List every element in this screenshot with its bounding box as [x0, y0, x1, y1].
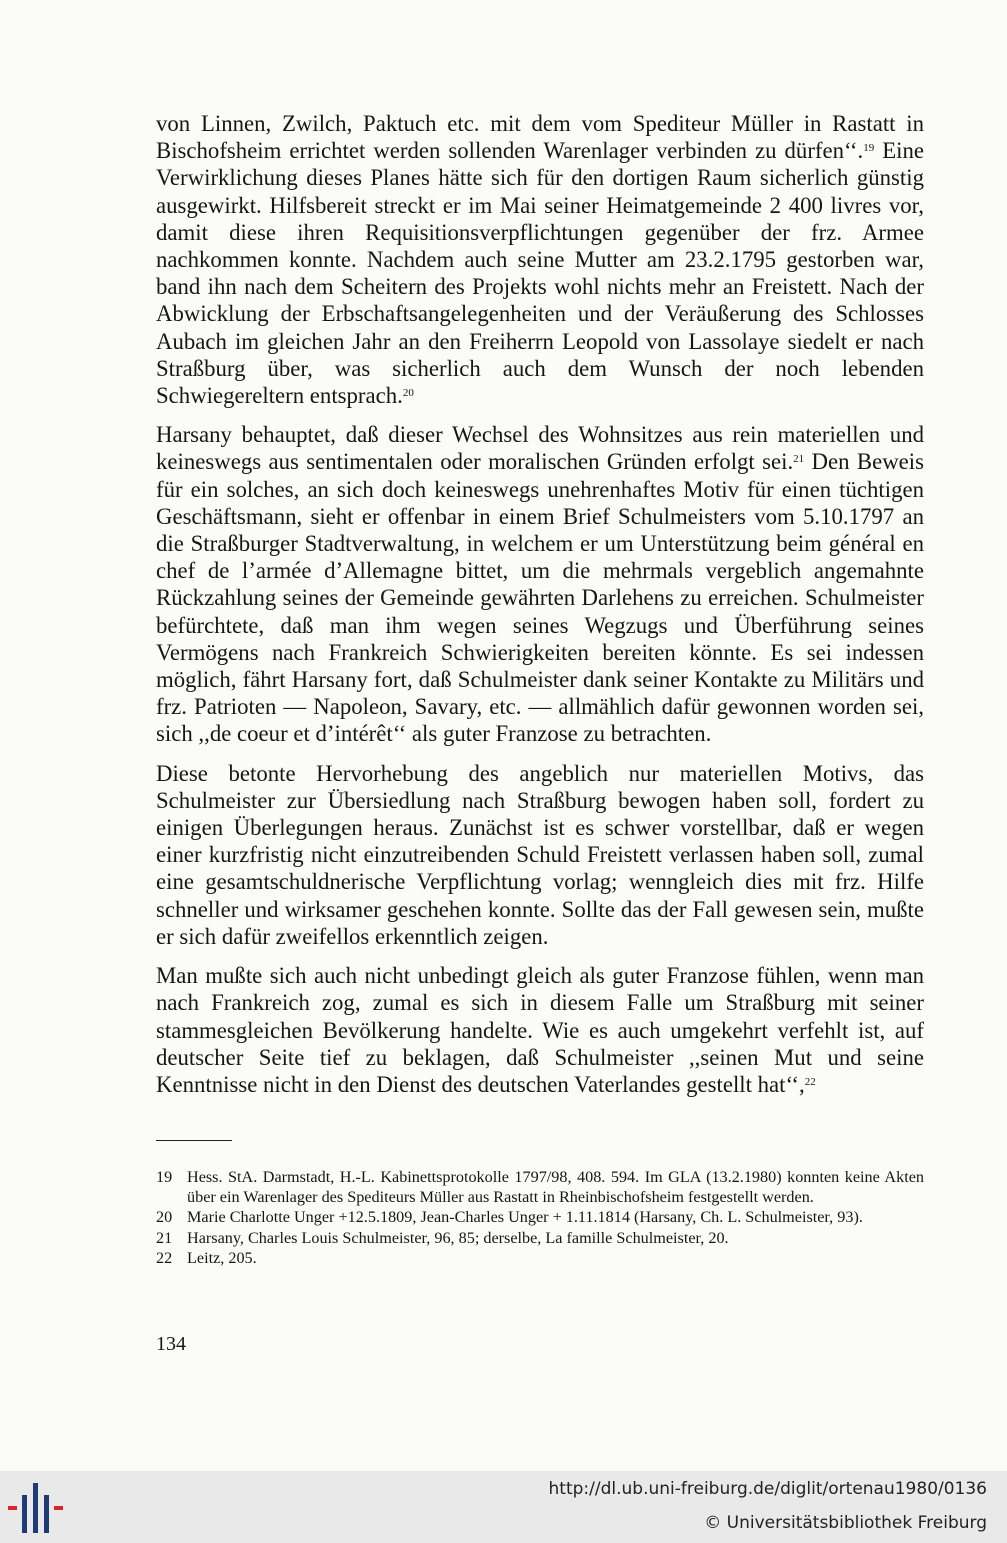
footnote-ref-19: 19 [863, 142, 875, 155]
footnote-number: 20 [156, 1208, 173, 1227]
paragraph-4-text: Man mußte sich auch nicht unbedingt gleich als guter Franzose fühlen, wenn man nach Frankreich zog, zumal es sich in diesem Falle um Straßburg mit seiner stammesgleichen Bevölkerung handelte. Wie es auch umgekehrt verfehlt ist, auf deutscher Seite tief zu beklagen, daß Schulmeister ,,seinen Mut und seine Kenntnisse nicht in den Dienst des deutschen Vaterlandes gestellt hat‘‘, [156, 963, 924, 1097]
footnote-text: Harsany, Charles Louis Schulmeister, 96, 85; derselbe, La famille Schulmeister, 20. [187, 1228, 729, 1247]
footnote-19 [156, 1167, 924, 1207]
footnote-text: Leitz, 205. [187, 1248, 257, 1267]
copyright-notice: © Universitätsbibliothek Freiburg [704, 1513, 987, 1533]
paragraph-3-text: Diese betonte Hervorhebung des angeblich nur materiellen Motivs, das Schulmeister zur Übersiedlung nach Straßburg bewogen haben soll, fordert zu einigen Überlegungen heraus. Zunächst ist es schwer vorstellbar, daß er wegen einer kurzfristig nicht einzutreibenden Schuld Freistett verlassen haben soll, zumal eine gesamtschuldnerische Verpflichtung vorlag; wenngleich dies mit frz. Hilfe schneller und wirksamer geschehen konnte. Sollte das der Fall gewesen sein, mußte er sich dafür zweifellos erkenntlich zeigen. [156, 760, 924, 949]
paragraph-2 [156, 421, 924, 747]
footnote-separator [156, 1140, 232, 1141]
paragraph-2-text-cont: Den Beweis für ein solches, an sich doch keineswegs unehrenhaftes Motiv für einen tüchtigen Geschäftsmann, sieht er offenbar in einem Brief Schulmeisters vom 5.10.1797 an die Straßburger Stadtverwaltung, in welchem er um Unterstützung beim général en chef de l’armée d’Allemagne bittet, um die mehrmals vergeblich angemahnte Rückzahlung seines der Gemeinde gewährten Darlehens zu erreichen. Schulmeister befürchtete, daß man ihm wegen seines Wegzugs und Überführung seines Vermögens nach Frankreich Schwierigkeiten bereiten könnte. Es sei indessen möglich, fährt Harsany fort, daß Schulmeister dank seiner Kontakte zu Militärs und frz. Patrioten — Napoleon, Savary, etc. — allmählich dafür gewonnen worden sei, sich ,,de coeur et d’intérêt‘‘ als guter Franzose zu betrachten. [156, 449, 924, 747]
viewer-footer [0, 1471, 1007, 1543]
footnotes [156, 1167, 924, 1268]
footnote-ref-20: 20 [402, 386, 414, 399]
paragraph-2-text: Harsany behauptet, daß dieser Wechsel des Wohnsitzes aus rein materiellen und keineswegs aus sentimentalen oder moralischen Gründen erfolgt sei. [156, 422, 924, 475]
footnote-text: Marie Charlotte Unger +12.5.1809, Jean-Charles Unger + 1.11.1814 (Harsany, Ch. L. Schulmeister, 93). [187, 1208, 863, 1227]
footnote-21 [156, 1228, 924, 1248]
footnote-number: 19 [156, 1168, 173, 1186]
footnote-number: 21 [156, 1228, 173, 1247]
footnote-20 [156, 1207, 924, 1227]
document-url-link[interactable]: http://dl.ub.uni-freiburg.de/diglit/ortenau1980/0136 [548, 1479, 987, 1499]
footnote-22 [156, 1248, 924, 1268]
ub-freiburg-logo-icon [8, 1483, 64, 1535]
footnote-text: Hess. StA. Darmstadt, H.-L. Kabinettsprotokolle 1797/98, 408. 594. Im GLA (13.2.1980) konnten keine Akten über ein Warenlager des Spediteurs Müller aus Rastatt in Rheinbischofsheim festgestellt werden. [187, 1168, 924, 1207]
paragraph-1 [156, 110, 924, 409]
paragraph-3 [156, 760, 924, 950]
paragraph-4 [156, 962, 924, 1098]
footnote-number: 22 [156, 1248, 173, 1267]
footnote-ref-21: 21 [793, 453, 805, 466]
paragraph-1-text-cont: Eine Verwirklichung dieses Planes hätte sich für den dortigen Raum sicherlich günstig ausgewirkt. Hilfsbereit streckt er im Mai seiner Heimatgemeinde 2 400 livres vor, damit diese ihren Requisitionsverpflichtungen gegenüber der frz. Armee nachkommen konnte. Nachdem auch seine Mutter am 23.2.1795 gestorben war, band ihn nach dem Scheitern des Projekts wohl nichts mehr an Freistett. Nach der Abwicklung der Erbschaftsangelegenheiten und der Veräußerung des Schlosses Aubach im gleichen Jahr an den Freiherrn Leopold von Lassolaye siedelt er nach Straßburg über, was sicherlich auch dem Wunsch der noch lebenden Schwiegereltern entsprach. [156, 138, 924, 409]
page-number: 134 [156, 1333, 186, 1355]
paragraph-1-text: von Linnen, Zwilch, Paktuch etc. mit dem vom Spediteur Müller in Rastatt in Bischofsheim errichtet werden sollenden Warenlager verbinden zu dürfen‘‘. [156, 111, 924, 164]
body-text [156, 110, 924, 1110]
footnote-ref-22: 22 [804, 1075, 816, 1088]
